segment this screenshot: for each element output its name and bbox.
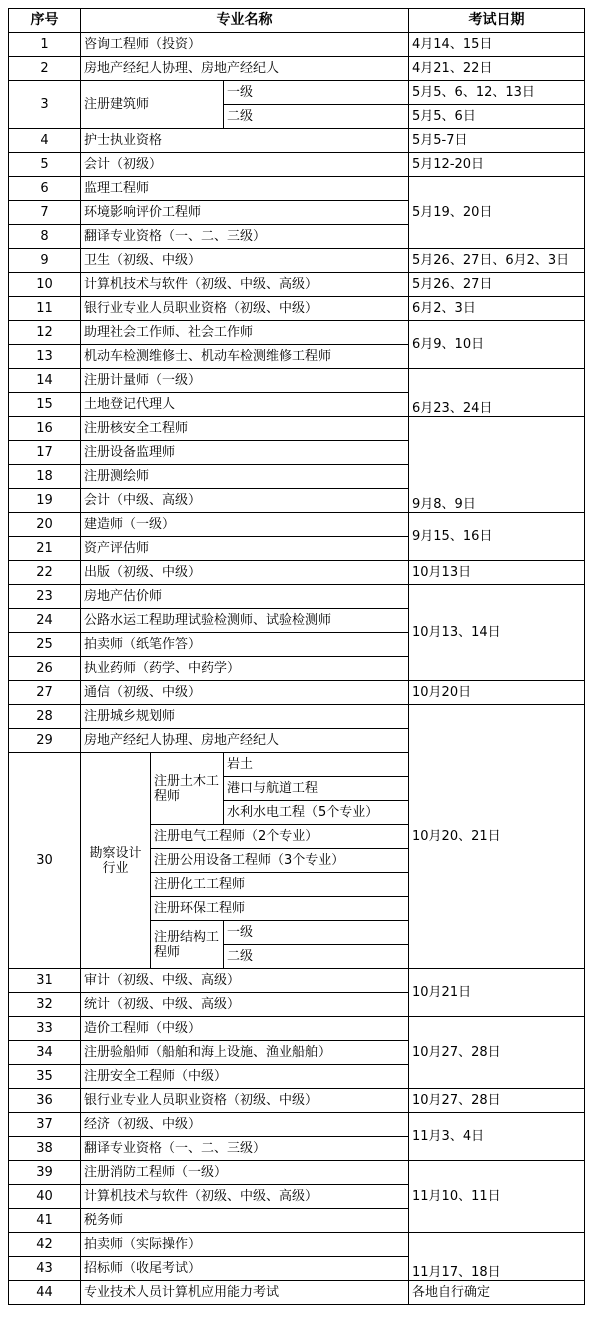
table-row [9, 585, 585, 609]
seq-cell: 16 [9, 417, 81, 441]
category-cell: 勘察设计行业 [81, 753, 151, 969]
name-cell: 监理工程师 [81, 177, 409, 201]
date-cell: 4月14、15日 [409, 33, 585, 57]
date-cell: 5月26、27日、6月2、3日 [409, 249, 585, 273]
date-cell: 10月27、28日 [409, 1017, 585, 1089]
date-cell: 11月3、4日 [409, 1113, 585, 1161]
name-cell: 机动车检测维修士、机动车检测维修工程师 [81, 345, 409, 369]
name-cell: 注册城乡规划师 [81, 705, 409, 729]
name-cell: 税务师 [81, 1209, 409, 1233]
table-row [9, 1017, 585, 1041]
header-date: 考试日期 [409, 9, 585, 33]
table-row [9, 81, 585, 105]
table-row [9, 561, 585, 585]
name-cell: 注册安全工程师（中级） [81, 1065, 409, 1089]
name-cell: 执业药师（药学、中药学） [81, 657, 409, 681]
date-cell: 10月13、14日 [409, 585, 585, 681]
name-cell: 咨询工程师（投资） [81, 33, 409, 57]
date-cell: 10月20、21日 [409, 705, 585, 969]
name-cell: 拍卖师（纸笔作答） [81, 633, 409, 657]
seq-cell: 14 [9, 369, 81, 393]
date-cell: 6月2、3日 [409, 297, 585, 321]
table-row [9, 153, 585, 177]
seq-cell: 9 [9, 249, 81, 273]
seq-cell: 44 [9, 1281, 81, 1305]
seq-cell: 31 [9, 969, 81, 993]
sub-cell: 一级 [224, 81, 409, 105]
table-row [9, 369, 585, 393]
date-cell: 11月17、18日 [409, 1233, 585, 1281]
table-row [9, 705, 585, 729]
seq-cell: 23 [9, 585, 81, 609]
seq-cell: 34 [9, 1041, 81, 1065]
seq-cell: 26 [9, 657, 81, 681]
subcategory-cell: 注册结构工程师 [151, 921, 224, 969]
name-cell: 翻译专业资格（一、二、三级） [81, 1137, 409, 1161]
sub-cell: 岩土 [224, 753, 409, 777]
seq-cell: 22 [9, 561, 81, 585]
name-cell: 建造师（一级） [81, 513, 409, 537]
seq-cell: 42 [9, 1233, 81, 1257]
name-cell: 注册公用设备工程师（3个专业） [151, 849, 409, 873]
name-cell: 翻译专业资格（一、二、三级） [81, 225, 409, 249]
sub-cell: 二级 [224, 105, 409, 129]
name-cell: 房地产经纪人协理、房地产经纪人 [81, 729, 409, 753]
seq-cell: 6 [9, 177, 81, 201]
name-cell: 注册消防工程师（一级） [81, 1161, 409, 1185]
date-cell: 6月23、24日 [409, 369, 585, 417]
seq-cell: 7 [9, 201, 81, 225]
sub-cell: 港口与航道工程 [224, 777, 409, 801]
table-row [9, 681, 585, 705]
seq-cell: 18 [9, 465, 81, 489]
name-cell: 注册化工工程师 [151, 873, 409, 897]
name-cell: 注册建筑师 [81, 81, 224, 129]
seq-cell: 41 [9, 1209, 81, 1233]
table-row [9, 513, 585, 537]
seq-cell: 38 [9, 1137, 81, 1161]
date-cell: 10月21日 [409, 969, 585, 1017]
seq-cell: 27 [9, 681, 81, 705]
name-cell: 房地产估价师 [81, 585, 409, 609]
table-row [9, 1161, 585, 1185]
name-cell: 出版（初级、中级） [81, 561, 409, 585]
table-row [9, 1281, 585, 1305]
table-row [9, 33, 585, 57]
name-cell: 助理社会工作师、社会工作师 [81, 321, 409, 345]
table-row [9, 273, 585, 297]
name-cell: 专业技术人员计算机应用能力考试 [81, 1281, 409, 1305]
seq-cell: 20 [9, 513, 81, 537]
seq-cell: 25 [9, 633, 81, 657]
date-cell: 9月15、16日 [409, 513, 585, 561]
table-row [9, 57, 585, 81]
date-cell: 5月12-20日 [409, 153, 585, 177]
name-cell: 造价工程师（中级） [81, 1017, 409, 1041]
seq-cell: 33 [9, 1017, 81, 1041]
name-cell: 土地登记代理人 [81, 393, 409, 417]
date-cell: 9月8、9日 [409, 417, 585, 513]
date-cell: 5月26、27日 [409, 273, 585, 297]
header-name: 专业名称 [81, 9, 409, 33]
table-row [9, 177, 585, 201]
subcategory-cell: 注册土木工程师 [151, 753, 224, 825]
table-header-row [9, 9, 585, 33]
seq-cell: 40 [9, 1185, 81, 1209]
name-cell: 拍卖师（实际操作） [81, 1233, 409, 1257]
name-cell: 注册测绘师 [81, 465, 409, 489]
seq-cell: 37 [9, 1113, 81, 1137]
name-cell: 招标师（收尾考试） [81, 1257, 409, 1281]
seq-cell: 39 [9, 1161, 81, 1185]
name-cell: 通信（初级、中级） [81, 681, 409, 705]
name-cell: 注册核安全工程师 [81, 417, 409, 441]
table-row [9, 1233, 585, 1257]
seq-cell: 11 [9, 297, 81, 321]
seq-cell: 35 [9, 1065, 81, 1089]
name-cell: 注册环保工程师 [151, 897, 409, 921]
name-cell: 公路水运工程助理试验检测师、试验检测师 [81, 609, 409, 633]
table-row [9, 297, 585, 321]
name-cell: 计算机技术与软件（初级、中级、高级） [81, 273, 409, 297]
name-cell: 资产评估师 [81, 537, 409, 561]
seq-cell: 3 [9, 81, 81, 129]
date-cell: 5月5、6、12、13日 [409, 81, 585, 105]
name-cell: 注册设备监理师 [81, 441, 409, 465]
sub-cell: 一级 [224, 921, 409, 945]
name-cell: 注册电气工程师（2个专业） [151, 825, 409, 849]
exam-schedule-table [8, 8, 585, 1305]
seq-cell: 15 [9, 393, 81, 417]
name-cell: 护士执业资格 [81, 129, 409, 153]
name-cell: 计算机技术与软件（初级、中级、高级） [81, 1185, 409, 1209]
date-cell: 5月19、20日 [409, 177, 585, 249]
seq-cell: 5 [9, 153, 81, 177]
table-row [9, 1113, 585, 1137]
seq-cell: 36 [9, 1089, 81, 1113]
date-cell: 10月20日 [409, 681, 585, 705]
seq-cell: 43 [9, 1257, 81, 1281]
table-row [9, 321, 585, 345]
name-cell: 注册验船师（船舶和海上设施、渔业船舶） [81, 1041, 409, 1065]
name-cell: 经济（初级、中级） [81, 1113, 409, 1137]
date-cell: 10月27、28日 [409, 1089, 585, 1113]
sub-cell: 二级 [224, 945, 409, 969]
name-cell: 卫生（初级、中级） [81, 249, 409, 273]
header-seq: 序号 [9, 9, 81, 33]
seq-cell: 13 [9, 345, 81, 369]
seq-cell: 1 [9, 33, 81, 57]
seq-cell: 19 [9, 489, 81, 513]
date-cell: 5月5、6日 [409, 105, 585, 129]
seq-cell: 12 [9, 321, 81, 345]
seq-cell: 28 [9, 705, 81, 729]
date-cell: 4月21、22日 [409, 57, 585, 81]
name-cell: 银行业专业人员职业资格（初级、中级） [81, 297, 409, 321]
seq-cell: 30 [9, 753, 81, 969]
table-row [9, 969, 585, 993]
seq-cell: 10 [9, 273, 81, 297]
table-row [9, 129, 585, 153]
name-cell: 注册计量师（一级） [81, 369, 409, 393]
seq-cell: 4 [9, 129, 81, 153]
name-cell: 环境影响评价工程师 [81, 201, 409, 225]
name-cell: 房地产经纪人协理、房地产经纪人 [81, 57, 409, 81]
date-cell: 6月9、10日 [409, 321, 585, 369]
seq-cell: 2 [9, 57, 81, 81]
name-cell: 会计（中级、高级） [81, 489, 409, 513]
name-cell: 会计（初级） [81, 153, 409, 177]
name-cell: 统计（初级、中级、高级） [81, 993, 409, 1017]
seq-cell: 24 [9, 609, 81, 633]
table-row [9, 1089, 585, 1113]
date-cell: 10月13日 [409, 561, 585, 585]
sub-cell: 水利水电工程（5个专业） [224, 801, 409, 825]
seq-cell: 32 [9, 993, 81, 1017]
date-cell: 11月10、11日 [409, 1161, 585, 1233]
name-cell: 银行业专业人员职业资格（初级、中级） [81, 1089, 409, 1113]
seq-cell: 17 [9, 441, 81, 465]
seq-cell: 8 [9, 225, 81, 249]
table-row [9, 417, 585, 441]
date-cell: 5月5-7日 [409, 129, 585, 153]
seq-cell: 29 [9, 729, 81, 753]
name-cell: 审计（初级、中级、高级） [81, 969, 409, 993]
date-cell: 各地自行确定 [409, 1281, 585, 1305]
seq-cell: 21 [9, 537, 81, 561]
